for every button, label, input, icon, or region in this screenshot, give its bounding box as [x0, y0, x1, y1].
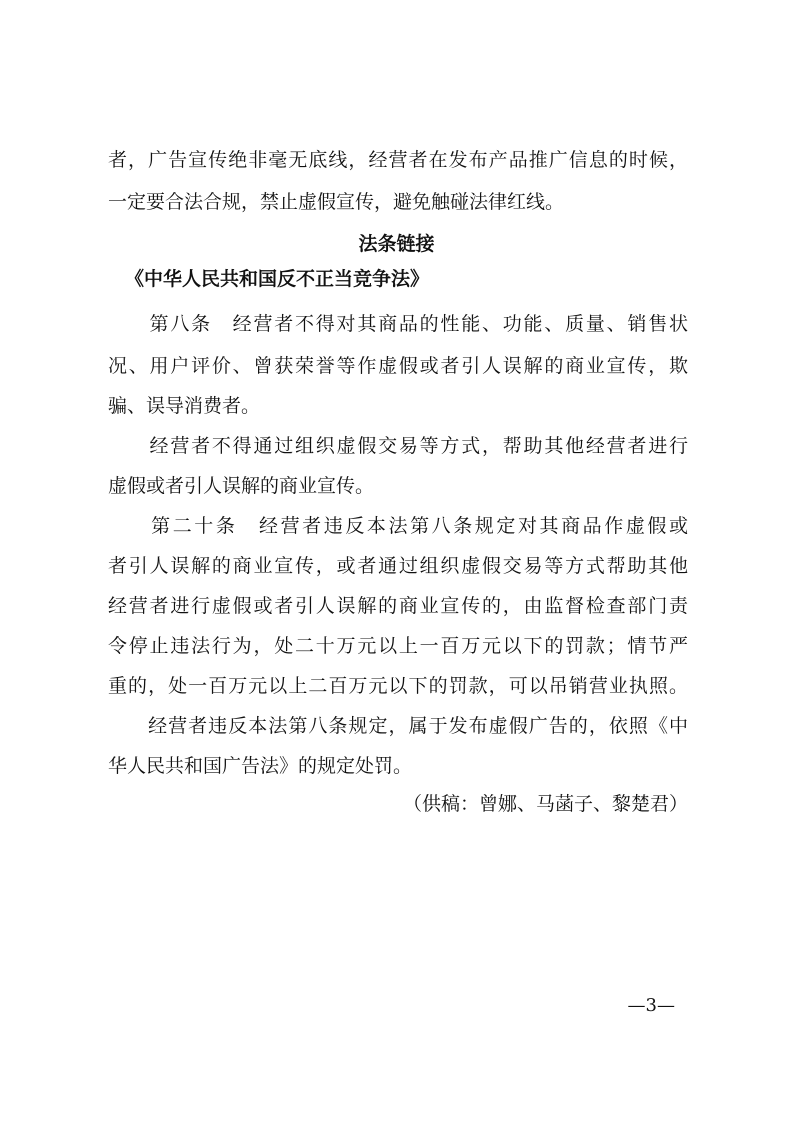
contributor-credit: （供稿：曾娜、马菡子、黎楚君） [402, 793, 688, 815]
article20-line-5: 重的，处一百万元以上二百万元以下的罚款，可以吊销营业执照。 [108, 675, 688, 697]
article20-line-3: 经营者进行虚假或者引人误解的商业宣传的，由监督检查部门责 [108, 595, 688, 617]
intro-line-1: 者，广告宣传绝非毫无底线，经营者在发布产品推广信息的时候， [108, 149, 688, 171]
page-number: —3— [627, 995, 675, 1016]
article20-line-2: 者引人误解的商业宣传，或者通过组织虚假交易等方式帮助其他 [108, 555, 688, 577]
article20-line-4: 令停止违法行为，处二十万元以上一百万元以下的罚款；情节严 [108, 635, 688, 657]
article8-line-3: 骗、误导消费者。 [108, 395, 261, 417]
article8-line-2: 况、用户评价、曾获荣誉等作虚假或者引人误解的商业宣传，欺 [108, 355, 688, 377]
article8-line-1: 第八条 经营者不得对其商品的性能、功能、质量、销售状 [108, 313, 688, 335]
article20-para2-line-1: 经营者违反本法第八条规定，属于发布虚假广告的，依照《中 [108, 715, 688, 737]
article20-line-1: 第二十条 经营者违反本法第八条规定对其商品作虚假或 [108, 515, 688, 537]
article8-para2-line-1: 经营者不得通过组织虚假交易等方式，帮助其他经营者进行 [108, 435, 688, 457]
law-title: 《中华人民共和国反不正当竞争法》 [125, 268, 430, 290]
article20-para2-line-2: 华人民共和国广告法》的规定处罚。 [108, 755, 413, 777]
intro-line-2: 一定要合法合规，禁止虚假宣传，避免触碰法律红线。 [108, 191, 565, 213]
article8-para2-line-2: 虚假或者引人误解的商业宣传。 [108, 475, 375, 497]
section-heading: 法条链接 [358, 233, 435, 255]
